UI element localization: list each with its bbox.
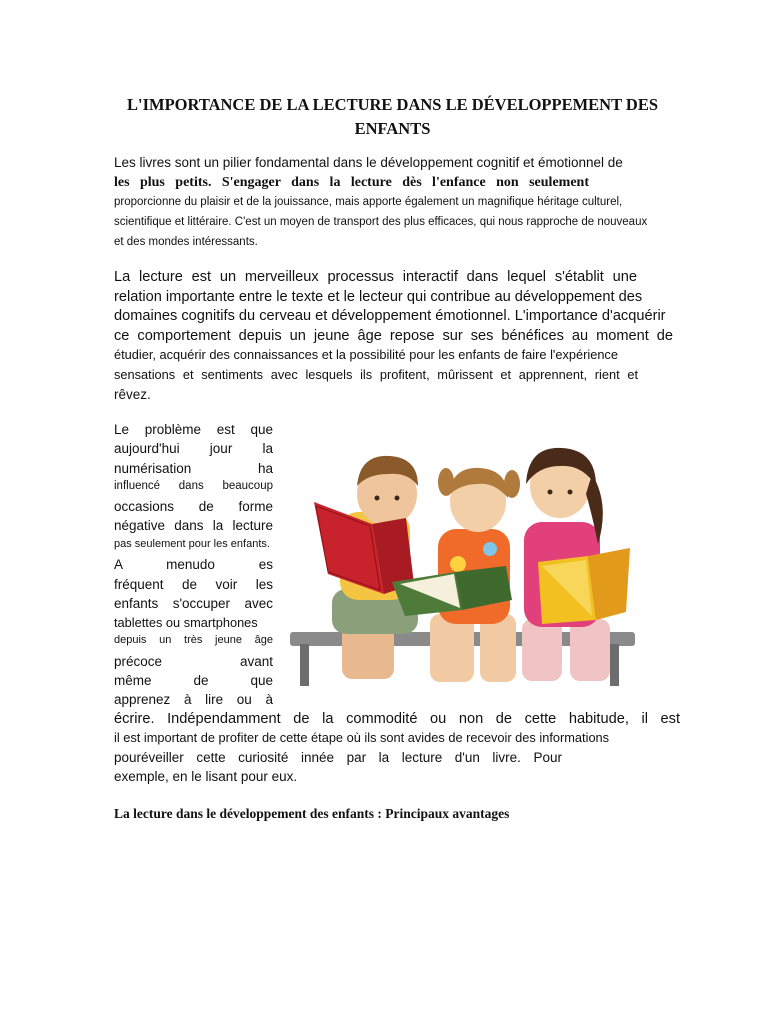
intro-line-4: scientifique et littéraire. C'est un moyen de transport des plus efficaces, qui nous rapproche de nouveaux <box>114 216 648 228</box>
para2-line-2: relation importante entre le texte et le lecteur qui contribue au développement des <box>114 289 643 305</box>
children-reading-illustration <box>280 424 662 686</box>
para3-col-line-12: depuis un très jeune âge <box>114 634 273 646</box>
para2-line-6: sensations et sentiments avec lesquels ils profitent, mûrissent et apprennent, rient et <box>114 367 638 382</box>
section-heading: La lecture dans le développement des enfants : Principaux avantages <box>114 806 510 821</box>
para3-full-line-1: écrire. Indépendamment de la commodité ou non de cette habitude, il est <box>114 711 680 727</box>
para3-col-line-4: influencé dans beaucoup <box>114 480 273 492</box>
para3-full-line-4: exemple, en le lisant pour eux. <box>114 769 298 784</box>
bench-leg <box>300 644 309 686</box>
intro-line-2: les plus petits. S'engager dans la lecture dès l'enfance non seulement <box>114 175 589 190</box>
para3-col-line-13: précoce avant <box>114 654 273 669</box>
para3-col-line-1: Le problème est que <box>114 422 273 437</box>
para3-col-line-6: négative dans la lecture <box>114 518 273 533</box>
para3-col-line-2: aujourd'hui jour la <box>114 441 273 456</box>
para2-line-4: ce comportement depuis un jeune âge repose sur ses bénéfices au moment de <box>114 328 673 344</box>
intro-line-1: Les livres sont un pilier fondamental dans le développement cognitif et émotionnel de <box>114 155 623 170</box>
para3-col-line-5: occasions de forme <box>114 499 273 514</box>
para3-col-line-14: même de que <box>114 673 273 688</box>
para3-col-line-9: fréquent de voir les <box>114 577 273 592</box>
para2-line-7: rêvez. <box>114 387 151 402</box>
para2-line-5: étudier, acquérir des connaissances et la possibilité pour les enfants de faire l'expérience <box>114 347 618 362</box>
children-reading-photo <box>280 424 662 686</box>
intro-line-3: proporcionne du plaisir et de la jouissance, mais apporte également un magnifique héritage culturel, <box>114 196 623 208</box>
para3-col-line-11: tablettes ou smartphones <box>114 615 258 630</box>
para3-col-line-3: numérisation ha <box>114 461 273 476</box>
para3-full-line-2: il est important de profiter de cette étape où ils sont avides de recevoir des informations <box>114 730 610 745</box>
para3-col-line-10: enfants s'occuper avec <box>114 596 273 611</box>
bench-leg <box>610 644 619 686</box>
para2-line-1: La lecture est un merveilleux processus interactif dans lequel s'établit une <box>114 269 637 285</box>
para3-col-line-7: pas seulement pour les enfants. <box>114 538 270 550</box>
intro-line-5: et des mondes intéressants. <box>114 236 258 248</box>
document-title: L'IMPORTANCE DE LA LECTURE DANS LE DÉVELOPPEMENT DES ENFANTS <box>126 95 659 138</box>
para3-col-line-15: apprenez à lire ou à <box>114 692 273 707</box>
para2-line-3: domaines cognitifs du cerveau et développement émotionnel. L'importance d'acquérir <box>114 308 666 324</box>
para3-full-line-3: pouréveiller cette curiosité innée par la lecture d'un livre. Pour <box>114 750 562 765</box>
para3-col-line-8: A menudo es <box>114 557 273 572</box>
